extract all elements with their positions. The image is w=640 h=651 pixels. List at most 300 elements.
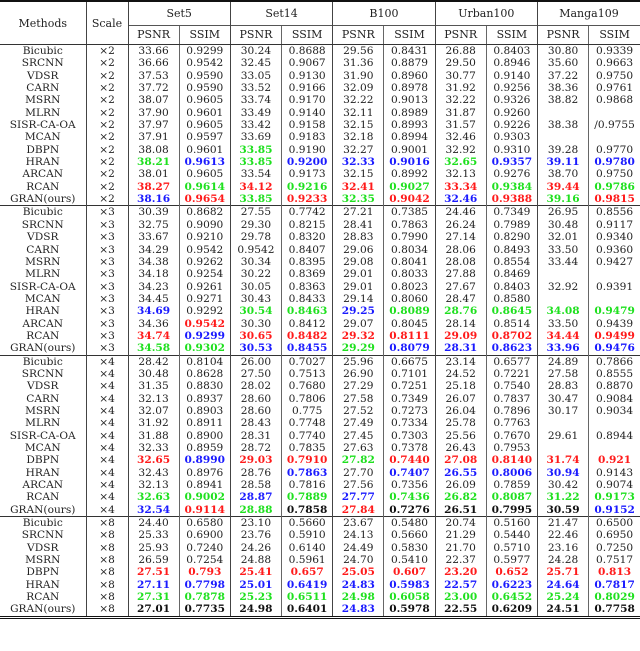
- method-cell: CARN: [26, 392, 60, 405]
- metric-header-ssim: SSIM: [384, 26, 435, 45]
- ssim-cell: 0.8702: [486, 330, 537, 342]
- ssim-cell: 0.9542: [179, 318, 230, 330]
- scale-cell: ×3: [86, 293, 128, 305]
- ssim-cell: 0.9183: [282, 131, 333, 143]
- method-cell: VDSR: [27, 69, 59, 82]
- dataset-header-set14: Set14: [230, 1, 332, 26]
- method-cell: RCAN: [26, 180, 60, 193]
- ssim-cell: 0.8363: [282, 281, 333, 293]
- ssim-cell: 0.8290: [486, 231, 537, 243]
- scale-cell: ×4: [86, 368, 128, 380]
- scale-cell: ×8: [86, 603, 128, 617]
- psnr-cell: [538, 442, 589, 454]
- ssim-cell: 0.8029: [589, 591, 640, 603]
- ssim-cell: 0.8688: [282, 45, 333, 58]
- ssim-cell: 0.5410: [384, 554, 435, 566]
- ssim-cell: 0.8041: [384, 256, 435, 268]
- metric-header-psnr: PSNR: [128, 26, 179, 45]
- psnr-cell: 31.87: [435, 107, 486, 119]
- psnr-cell: 26.51: [435, 504, 486, 517]
- psnr-cell: 30.48: [538, 219, 589, 231]
- metric-header-ssim: SSIM: [486, 26, 537, 45]
- psnr-cell: 25.78: [435, 417, 486, 429]
- psnr-cell: 27.08: [435, 454, 486, 466]
- ssim-cell: 0.9357: [486, 156, 537, 168]
- ssim-cell: 0.9140: [282, 107, 333, 119]
- psnr-cell: 30.22: [230, 268, 281, 280]
- ssim-cell: 0.9002: [179, 491, 230, 503]
- ssim-cell: 0.8369: [282, 268, 333, 280]
- scale-cell: ×8: [86, 566, 128, 578]
- ssim-cell: 0.9013: [384, 94, 435, 106]
- psnr-cell: 30.05: [230, 281, 281, 293]
- psnr-cell: 28.88: [230, 504, 281, 517]
- ssim-cell: 0.8911: [179, 417, 230, 429]
- psnr-cell: 23.10: [230, 517, 281, 530]
- ssim-cell: 0.8959: [179, 442, 230, 454]
- method-cell: CARN: [26, 82, 60, 95]
- psnr-cell: 23.16: [538, 542, 589, 554]
- psnr-cell: 30.30: [230, 318, 281, 330]
- ssim-cell: 0.7889: [282, 491, 333, 503]
- method-cell: Bicubic: [0, 517, 86, 530]
- psnr-cell: 26.95: [538, 206, 589, 219]
- ssim-cell: 0.5830: [384, 542, 435, 554]
- psnr-cell: 24.89: [538, 355, 589, 368]
- ssim-cell: 0.6577: [486, 355, 537, 368]
- ssim-cell: 0.8079: [384, 342, 435, 355]
- ssim-cell: 0.8045: [384, 318, 435, 330]
- ssim-cell: 0.9276: [486, 168, 537, 180]
- ssim-cell: 0.8992: [384, 168, 435, 180]
- ssim-cell: 0.7407: [384, 467, 435, 479]
- ssim-cell: 0.8937: [179, 393, 230, 405]
- ssim-cell: 0.8431: [384, 45, 435, 58]
- ssim-cell: 0.9130: [282, 70, 333, 82]
- table-row: [0, 393, 640, 405]
- psnr-cell: 28.83: [333, 231, 384, 243]
- psnr-cell: 32.54: [128, 504, 179, 517]
- method-cell: MCAN: [24, 442, 61, 454]
- ssim-cell: [589, 417, 640, 429]
- scale-cell: ×2: [86, 193, 128, 206]
- table-row: [0, 517, 640, 530]
- ssim-cell: 0.6675: [384, 355, 435, 368]
- psnr-cell: 32.13: [128, 479, 179, 491]
- method-cell: DBPN: [26, 454, 60, 467]
- psnr-cell: 33.44: [538, 256, 589, 268]
- psnr-cell: 30.24: [230, 45, 281, 58]
- table-row: [0, 144, 640, 156]
- psnr-cell: 29.01: [333, 281, 384, 293]
- psnr-cell: 30.39: [128, 206, 179, 219]
- psnr-cell: 24.46: [435, 206, 486, 219]
- ssim-cell: 0.8493: [486, 244, 537, 256]
- ssim-cell: 0.9140: [486, 70, 537, 82]
- psnr-cell: 33.50: [538, 318, 589, 330]
- ssim-cell: 0.8623: [486, 342, 537, 355]
- method-cell: SISR-CA-OA: [9, 280, 76, 293]
- ssim-cell: 0.6500: [589, 517, 640, 530]
- ssim-cell: 0.8580: [486, 293, 537, 305]
- table-row: [0, 342, 640, 355]
- table-row: [0, 368, 640, 380]
- psnr-cell: 34.45: [128, 293, 179, 305]
- ssim-cell: 0.9542: [179, 57, 230, 69]
- ssim-cell: 0.9384: [486, 181, 537, 193]
- psnr-cell: 31.35: [128, 380, 179, 392]
- method-cell: MSRN: [25, 94, 61, 107]
- method-cell: GRAN(ours): [0, 603, 86, 617]
- ssim-cell: 0.7385: [384, 206, 435, 219]
- psnr-cell: 28.58: [230, 479, 281, 491]
- ssim-cell: 0.9302: [179, 342, 230, 355]
- psnr-cell: 33.54: [230, 168, 281, 180]
- ssim-cell: /0.9755: [589, 119, 640, 131]
- ssim-cell: 0.9326: [486, 94, 537, 106]
- ssim-cell: 0.9200: [282, 156, 333, 168]
- ssim-cell: 0.7349: [384, 393, 435, 405]
- ssim-cell: 0.7878: [179, 591, 230, 603]
- ssim-cell: 0.7748: [282, 417, 333, 429]
- psnr-cell: 37.72: [128, 82, 179, 94]
- psnr-cell: 26.07: [435, 393, 486, 405]
- psnr-cell: 32.33: [333, 156, 384, 168]
- psnr-cell: 24.40: [128, 517, 179, 530]
- psnr-cell: 39.11: [538, 156, 589, 168]
- ssim-cell: 0.8087: [486, 491, 537, 503]
- psnr-cell: 32.43: [128, 467, 179, 479]
- ssim-cell: [589, 131, 640, 143]
- psnr-cell: 26.43: [435, 442, 486, 454]
- scale-cell: ×3: [86, 231, 128, 243]
- psnr-cell: 29.06: [333, 244, 384, 256]
- psnr-cell: 25.24: [538, 591, 589, 603]
- method-cell: VDSR: [27, 231, 59, 244]
- scale-cell: ×8: [86, 529, 128, 541]
- ssim-cell: 0.8033: [384, 268, 435, 280]
- ssim-cell: 0.7990: [384, 231, 435, 243]
- ssim-cell: 0.9786: [589, 181, 640, 193]
- scale-cell: ×2: [86, 168, 128, 180]
- psnr-cell: 37.53: [128, 70, 179, 82]
- ssim-cell: 0.7910: [282, 454, 333, 466]
- ssim-cell: 0.6900: [179, 529, 230, 541]
- table-row: [0, 305, 640, 317]
- ssim-cell: 0.6401: [282, 603, 333, 617]
- psnr-cell: 28.31: [230, 430, 281, 442]
- metric-header-psnr: PSNR: [333, 26, 384, 45]
- psnr-cell: 33.85: [230, 193, 281, 206]
- method-cell: SISR-CA-OA: [9, 429, 76, 442]
- ssim-cell: 0.9292: [179, 305, 230, 317]
- ssim-cell: 0.8830: [179, 380, 230, 392]
- scale-cell: ×8: [86, 579, 128, 591]
- ssim-cell: 0.7240: [179, 542, 230, 554]
- ssim-cell: 0.8412: [282, 318, 333, 330]
- psnr-cell: 26.09: [435, 479, 486, 491]
- ssim-cell: 0.9601: [179, 107, 230, 119]
- method-cell: HRAN: [25, 156, 60, 169]
- psnr-cell: 27.52: [333, 405, 384, 417]
- ssim-cell: 0.9868: [589, 94, 640, 106]
- psnr-cell: 32.65: [128, 454, 179, 466]
- psnr-cell: 28.60: [230, 405, 281, 417]
- ssim-cell: 0.9216: [282, 181, 333, 193]
- psnr-cell: 29.78: [230, 231, 281, 243]
- psnr-cell: 39.16: [538, 193, 589, 206]
- psnr-cell: 24.49: [333, 542, 384, 554]
- psnr-cell: 32.22: [333, 94, 384, 106]
- method-cell: DBPN: [26, 566, 60, 579]
- ssim-cell: 0.8407: [282, 244, 333, 256]
- ssim-cell: 0.7758: [589, 603, 640, 617]
- ssim-cell: 0.8941: [179, 479, 230, 491]
- ssim-cell: 0.7251: [384, 380, 435, 392]
- ssim-cell: 0.8993: [384, 119, 435, 131]
- ssim-cell: 0.8554: [486, 256, 537, 268]
- ssim-cell: 0.9170: [282, 94, 333, 106]
- psnr-cell: 34.58: [128, 342, 179, 355]
- ssim-cell: 0.9542: [179, 244, 230, 256]
- psnr-cell: [538, 417, 589, 429]
- ssim-cell: 0.5480: [384, 517, 435, 530]
- scale-cell: ×4: [86, 393, 128, 405]
- psnr-cell: 27.58: [333, 393, 384, 405]
- scale-cell: ×3: [86, 206, 128, 219]
- table-row: [0, 380, 640, 392]
- psnr-cell: 27.31: [128, 591, 179, 603]
- psnr-cell: 38.82: [538, 94, 589, 106]
- psnr-cell: 27.77: [333, 491, 384, 503]
- ssim-cell: 0.8879: [384, 57, 435, 69]
- psnr-cell: 27.45: [333, 430, 384, 442]
- method-cell: SRCNN: [21, 57, 64, 70]
- method-cell: Bicubic: [22, 45, 63, 57]
- method-cell: ARCAN: [22, 168, 64, 181]
- psnr-cell: 33.34: [435, 181, 486, 193]
- ssim-cell: 0.6223: [486, 579, 537, 591]
- psnr-cell: 30.53: [230, 342, 281, 355]
- psnr-cell: 24.98: [230, 603, 281, 617]
- ssim-cell: [589, 293, 640, 305]
- table-row: [0, 579, 640, 591]
- table-row: [0, 405, 640, 417]
- psnr-cell: 24.26: [230, 542, 281, 554]
- ssim-cell: 0.7670: [486, 430, 537, 442]
- psnr-cell: 21.47: [538, 517, 589, 530]
- scale-cell: ×4: [86, 380, 128, 392]
- ssim-cell: 0.7863: [384, 219, 435, 231]
- table-row: [0, 529, 640, 541]
- psnr-cell: 28.72: [230, 442, 281, 454]
- metric-header-ssim: SSIM: [179, 26, 230, 45]
- psnr-cell: 32.13: [435, 168, 486, 180]
- ssim-cell: 0.7334: [384, 417, 435, 429]
- psnr-cell: 26.24: [435, 219, 486, 231]
- ssim-cell: 0.6452: [486, 591, 537, 603]
- ssim-cell: 0.9597: [179, 131, 230, 143]
- ssim-cell: 0.9601: [179, 144, 230, 156]
- psnr-cell: 28.06: [435, 244, 486, 256]
- ssim-cell: 0.9261: [179, 281, 230, 293]
- ssim-cell: 0.9613: [179, 156, 230, 168]
- psnr-cell: 29.08: [333, 256, 384, 268]
- method-cell: ARCAN: [22, 317, 64, 330]
- metric-header-psnr: PSNR: [230, 26, 281, 45]
- psnr-cell: 33.42: [230, 119, 281, 131]
- ssim-cell: 0.7817: [589, 579, 640, 591]
- ssim-cell: 0.9190: [282, 144, 333, 156]
- ssim-cell: 0.7221: [486, 368, 537, 380]
- table-row: [0, 168, 640, 180]
- scale-cell: ×4: [86, 454, 128, 466]
- scale-cell: ×2: [86, 82, 128, 94]
- ssim-cell: 0.9339: [589, 45, 640, 58]
- psnr-cell: 32.45: [230, 57, 281, 69]
- psnr-cell: 34.12: [230, 181, 281, 193]
- ssim-cell: 0.7254: [179, 554, 230, 566]
- ssim-cell: 0.7858: [282, 504, 333, 517]
- ssim-cell: 0.5910: [282, 529, 333, 541]
- scale-cell: ×8: [86, 554, 128, 566]
- scale-cell: ×4: [86, 405, 128, 417]
- psnr-cell: 29.30: [230, 219, 281, 231]
- table-row: [0, 454, 640, 466]
- psnr-cell: 27.11: [128, 579, 179, 591]
- ssim-cell: 0.7806: [282, 393, 333, 405]
- psnr-cell: 32.09: [333, 82, 384, 94]
- dataset-header-urban100: Urban100: [435, 1, 537, 26]
- table-row: [0, 566, 640, 578]
- scale-cell: ×4: [86, 417, 128, 429]
- ssim-cell: 0.8111: [384, 330, 435, 342]
- ssim-cell: 0.8990: [179, 454, 230, 466]
- psnr-cell: 20.74: [435, 517, 486, 530]
- psnr-cell: 23.20: [435, 566, 486, 578]
- psnr-cell: 39.28: [538, 144, 589, 156]
- psnr-cell: 31.88: [128, 430, 179, 442]
- ssim-cell: 0.9152: [589, 504, 640, 517]
- ssim-cell: 0.9340: [589, 231, 640, 243]
- scale-cell: ×4: [86, 355, 128, 368]
- ssim-cell: 0.9260: [486, 107, 537, 119]
- psnr-cell: 34.36: [128, 318, 179, 330]
- method-cell: SISR-CA-OA: [9, 119, 76, 132]
- psnr-cell: 27.50: [230, 368, 281, 380]
- table-row: [0, 268, 640, 280]
- psnr-cell: 33.05: [230, 70, 281, 82]
- scale-cell: ×8: [86, 591, 128, 603]
- ssim-cell: [589, 107, 640, 119]
- ssim-cell: 0.9084: [589, 393, 640, 405]
- ssim-cell: 0.9143: [589, 467, 640, 479]
- ssim-cell: 0.9303: [486, 131, 537, 143]
- psnr-cell: 22.46: [538, 529, 589, 541]
- scale-cell: ×3: [86, 330, 128, 342]
- ssim-cell: 0.8215: [282, 219, 333, 231]
- ssim-cell: 0.9590: [179, 82, 230, 94]
- scale-cell: ×2: [86, 107, 128, 119]
- psnr-cell: 32.33: [128, 442, 179, 454]
- psnr-cell: 27.56: [333, 479, 384, 491]
- dataset-header-b100: B100: [333, 1, 435, 26]
- table-row: [0, 293, 640, 305]
- ssim-cell: 0.7837: [486, 393, 537, 405]
- ssim-cell: 0.9499: [589, 330, 640, 342]
- scale-cell: ×3: [86, 342, 128, 355]
- ssim-cell: 0.7250: [589, 542, 640, 554]
- psnr-cell: 31.92: [435, 82, 486, 94]
- psnr-cell: 36.66: [128, 57, 179, 69]
- scale-cell: ×4: [86, 491, 128, 503]
- method-cell: RCAN: [26, 329, 60, 342]
- psnr-cell: 24.83: [333, 579, 384, 591]
- ssim-cell: 0.9299: [179, 330, 230, 342]
- psnr-cell: 29.29: [333, 342, 384, 355]
- psnr-cell: 27.51: [128, 566, 179, 578]
- ssim-cell: 0.9770: [589, 144, 640, 156]
- psnr-cell: 27.82: [333, 454, 384, 466]
- ssim-cell: 0.9117: [589, 219, 640, 231]
- method-cell: HRAN: [25, 305, 60, 318]
- ssim-cell: 0.7540: [486, 380, 537, 392]
- psnr-cell: 34.74: [128, 330, 179, 342]
- ssim-cell: 0.7989: [486, 219, 537, 231]
- table-row: [0, 417, 640, 429]
- table-row: [0, 591, 640, 603]
- ssim-cell: 0.7896: [486, 405, 537, 417]
- psnr-cell: 32.63: [128, 491, 179, 503]
- ssim-cell: 0.9815: [589, 193, 640, 206]
- psnr-cell: 26.04: [435, 405, 486, 417]
- table-row: [0, 107, 640, 119]
- psnr-cell: 32.22: [435, 94, 486, 106]
- scale-cell: ×4: [86, 467, 128, 479]
- table-row: [0, 156, 640, 168]
- psnr-cell: 24.70: [333, 554, 384, 566]
- scale-cell: ×3: [86, 268, 128, 280]
- psnr-cell: 24.64: [538, 579, 589, 591]
- ssim-cell: 0.9605: [179, 119, 230, 131]
- psnr-cell: 30.34: [230, 256, 281, 268]
- psnr-cell: 30.59: [538, 504, 589, 517]
- ssim-cell: [589, 442, 640, 454]
- psnr-cell: 26.90: [333, 368, 384, 380]
- method-cell: SRCNN: [21, 218, 64, 231]
- ssim-cell: 0.7517: [589, 554, 640, 566]
- psnr-cell: 33.85: [230, 144, 281, 156]
- method-cell: DBPN: [26, 143, 60, 156]
- psnr-cell: 27.55: [230, 206, 281, 219]
- ssim-cell: 0.9299: [179, 45, 230, 58]
- psnr-cell: 32.92: [435, 144, 486, 156]
- psnr-cell: 38.07: [128, 94, 179, 106]
- ssim-cell: 0.8320: [282, 231, 333, 243]
- psnr-cell: 27.67: [435, 281, 486, 293]
- ssim-cell: 0.9001: [384, 144, 435, 156]
- ssim-cell: 0.8089: [384, 305, 435, 317]
- psnr-cell: 33.96: [538, 342, 589, 355]
- psnr-cell: 31.74: [538, 454, 589, 466]
- psnr-cell: 27.63: [333, 442, 384, 454]
- psnr-cell: 25.18: [435, 380, 486, 392]
- psnr-cell: 37.22: [538, 70, 589, 82]
- table-row: [0, 70, 640, 82]
- psnr-cell: 28.47: [435, 293, 486, 305]
- psnr-cell: 35.60: [538, 57, 589, 69]
- psnr-cell: 30.65: [230, 330, 281, 342]
